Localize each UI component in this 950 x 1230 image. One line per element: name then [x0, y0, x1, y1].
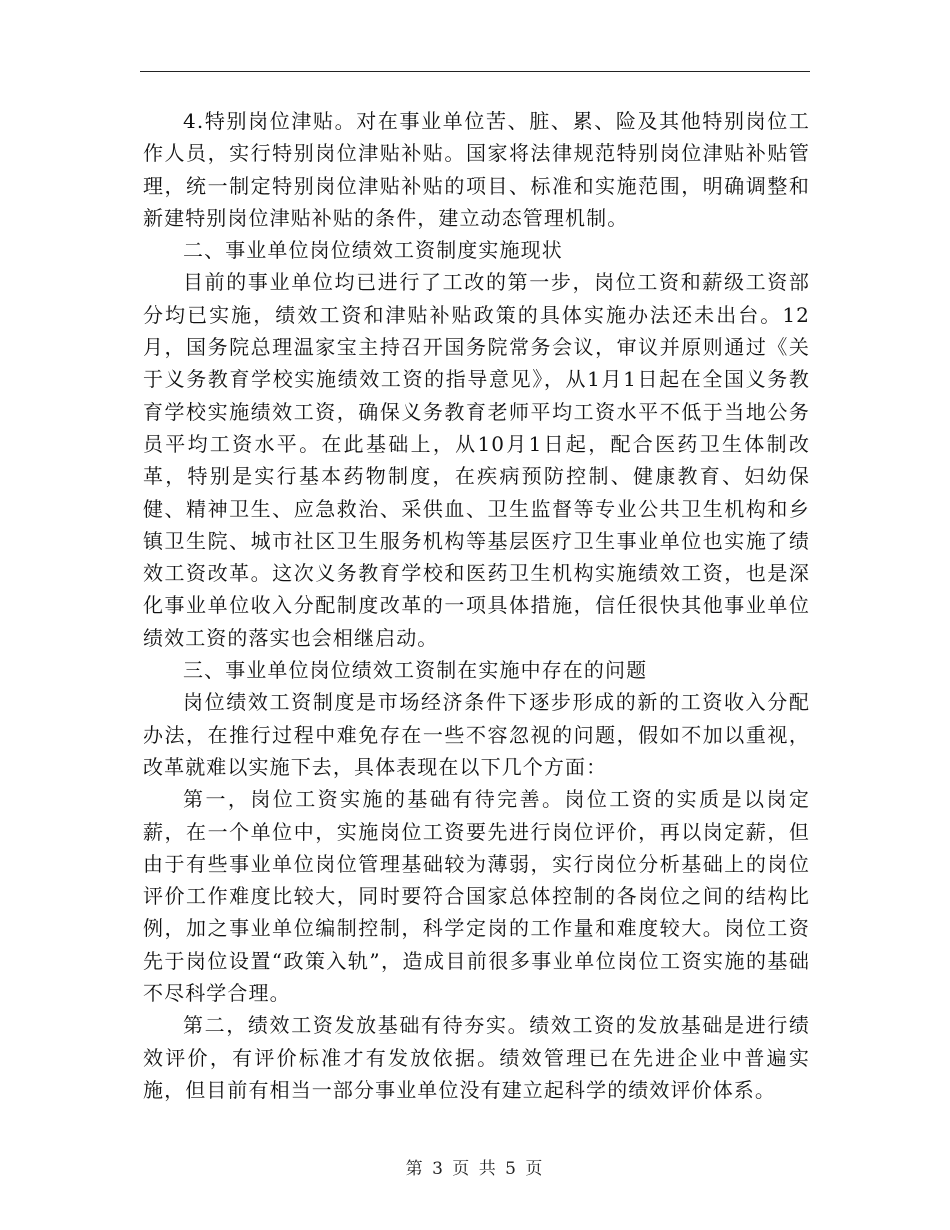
paragraph-special-allowance: 4.特别岗位津贴。对在事业单位苦、脏、累、险及其他特别岗位工作人员，实行特别岗位津贴补贴。国家将法律规范特别岗位津贴补贴管理，统一制定特别岗位津贴补贴的项目、标准和实施范围，明确调整和新建特别岗位津贴补贴的条件，建立动态管理机制。	[143, 109, 810, 230]
paragraph-first-problem: 第一，岗位工资实施的基础有待完善。岗位工资的实质是以岗定薪，在一个单位中，实施岗位工资要先进行岗位评价，再以岗定薪，但由于有些事业单位岗位管理基础较为薄弱，实行岗位分析基础上的岗位评价工作难度比较大，同时要符合国家总体控制的各岗位之间的结构比例，加之事业单位编制控制，科学定岗的工作量和难度较大。岗位工资先于岗位设置“政策入轨”，造成目前很多事业单位岗位工资实施的基础不尽科学合理。	[143, 787, 810, 1006]
section-heading-problems: 三、事业单位岗位绩效工资制在实施中存在的问题	[183, 658, 648, 683]
header-rule	[140, 71, 810, 72]
page-number: 第 3 页 共 5 页	[405, 1159, 545, 1179]
paragraph-problems-intro: 岗位绩效工资制度是市场经济条件下逐步形成的新的工资收入分配办法，在推行过程中难免存在一些不容忽视的问题，假如不加以重视，改革就难以实施下去，具体表现在以下几个方面：	[143, 690, 810, 779]
paragraph-second-problem: 第二，绩效工资发放基础有待夯实。绩效工资的发放基础是进行绩效评价，有评价标准才有发放依据。绩效管理已在先进企业中普遍实施，但目前有相当一部分事业单位没有建立起科学的绩效评价体系。	[143, 1013, 810, 1102]
section-heading-implementation-status: 二、事业单位岗位绩效工资制度实施现状	[183, 238, 563, 263]
document-body	[143, 105, 810, 1106]
paragraph-implementation-status: 目前的事业单位均已进行了工改的第一步，岗位工资和薪级工资部分均已实施，绩效工资和津贴补贴政策的具体实施办法还未出台。12月，国务院总理温家宝主持召开国务院常务会议，审议并原则通过《关于义务教育学校实施绩效工资的指导意见》，从1月1日起在全国义务教育学校实施绩效工资，确保义务教育老师平均工资水平不低于当地公务员平均工资水平。在此基础上，从10月1日起，配合医药卫生体制改革，特别是实行基本药物制度，在疾病预防控制、健康教育、妇幼保健、精神卫生、应急救治、采供血、卫生监督等专业公共卫生机构和乡镇卫生院、城市社区卫生服务机构等基层医疗卫生事业单位也实施了绩效工资改革。这次义务教育学校和医药卫生机构实施绩效工资，也是深化事业单位收入分配制度改革的一项具体措施，信任很快其他事业单位绩效工资的落实也会相继启动。	[143, 270, 810, 650]
